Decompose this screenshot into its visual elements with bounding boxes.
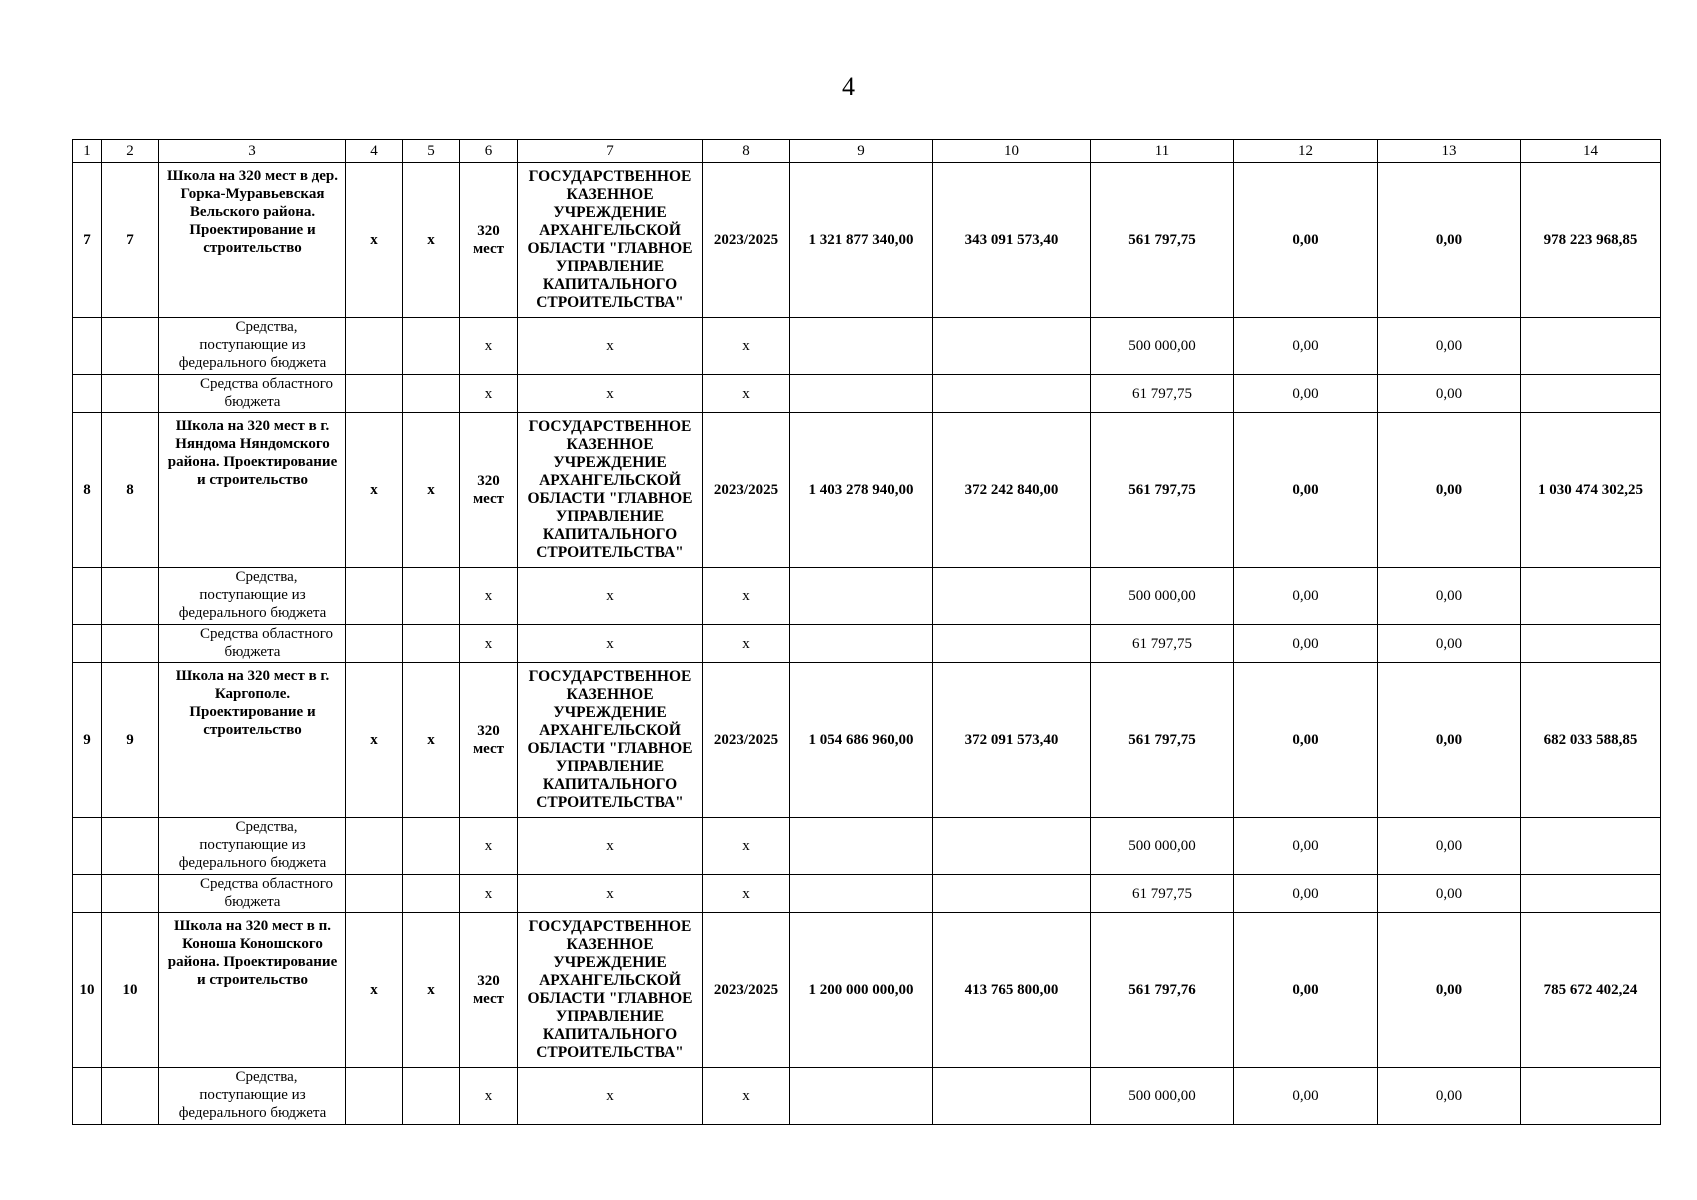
cell-financed-before: 372 091 573,40: [933, 663, 1091, 818]
cell-organization: х: [518, 375, 703, 413]
table-body: [73, 140, 1661, 1125]
cell-row-number: [73, 318, 102, 375]
cell-col-12: 0,00: [1234, 413, 1378, 568]
cell-col-5: [403, 568, 460, 625]
cell-col-12: 0,00: [1234, 375, 1378, 413]
cell-col-4: [346, 375, 403, 413]
column-header-10: 10: [933, 140, 1091, 163]
cell-period: х: [703, 568, 790, 625]
cell-col-5: [403, 375, 460, 413]
cell-object-name: Средства, поступающие из федерального бюджета: [159, 1068, 346, 1125]
cell-col-13: 0,00: [1378, 375, 1521, 413]
cell-col-5: [403, 875, 460, 913]
cell-col-4: [346, 625, 403, 663]
cell-row-number: [73, 1068, 102, 1125]
cell-col-14: 682 033 588,85: [1521, 663, 1661, 818]
cell-col-4: х: [346, 413, 403, 568]
cell-item-number: [102, 625, 159, 663]
cell-col-13: 0,00: [1378, 413, 1521, 568]
cell-col-13: 0,00: [1378, 913, 1521, 1068]
column-header-11: 11: [1091, 140, 1234, 163]
cell-col-12: 0,00: [1234, 568, 1378, 625]
table-row-funding-source: [73, 375, 1661, 413]
cell-total-cost: 1 054 686 960,00: [790, 663, 933, 818]
cell-period: 2023/2025: [703, 663, 790, 818]
cell-object-name: Школа на 320 мест в г. Няндома Няндомского района. Проектирование и строительство: [159, 413, 346, 568]
cell-col-12: 0,00: [1234, 875, 1378, 913]
cell-col-4: [346, 875, 403, 913]
cell-col-4: [346, 1068, 403, 1125]
cell-object-name: Средства, поступающие из федерального бюджета: [159, 818, 346, 875]
table-row-funding-source: [73, 875, 1661, 913]
cell-row-number: [73, 625, 102, 663]
cell-row-number: 7: [73, 163, 102, 318]
cell-row-number: [73, 568, 102, 625]
cell-period: х: [703, 375, 790, 413]
column-header-14: 14: [1521, 140, 1661, 163]
cell-total-cost: [790, 818, 933, 875]
cell-capacity: х: [460, 375, 518, 413]
cell-capacity: х: [460, 818, 518, 875]
cell-period: х: [703, 318, 790, 375]
cell-period: х: [703, 625, 790, 663]
cell-col-5: х: [403, 163, 460, 318]
cell-col-14: [1521, 318, 1661, 375]
column-header-4: 4: [346, 140, 403, 163]
cell-col-11: 500 000,00: [1091, 318, 1234, 375]
cell-row-number: [73, 818, 102, 875]
cell-col-12: 0,00: [1234, 818, 1378, 875]
cell-col-4: х: [346, 663, 403, 818]
cell-row-number: [73, 875, 102, 913]
cell-organization: х: [518, 318, 703, 375]
cell-object-name: Средства областного бюджета: [159, 375, 346, 413]
cell-col-14: [1521, 818, 1661, 875]
cell-col-12: 0,00: [1234, 1068, 1378, 1125]
table-row-object: [73, 913, 1661, 1068]
cell-financed-before: 413 765 800,00: [933, 913, 1091, 1068]
cell-capacity: х: [460, 875, 518, 913]
cell-organization: х: [518, 1068, 703, 1125]
cell-organization: х: [518, 818, 703, 875]
column-header-8: 8: [703, 140, 790, 163]
cell-period: х: [703, 1068, 790, 1125]
cell-period: х: [703, 818, 790, 875]
cell-object-name: Школа на 320 мест в дер. Горка-Муравьевская Вельского района. Проектирование и строительство: [159, 163, 346, 318]
cell-organization: х: [518, 625, 703, 663]
cell-item-number: 9: [102, 663, 159, 818]
cell-total-cost: 1 200 000 000,00: [790, 913, 933, 1068]
cell-financed-before: 372 242 840,00: [933, 413, 1091, 568]
cell-col-11: 61 797,75: [1091, 875, 1234, 913]
cell-col-5: [403, 1068, 460, 1125]
cell-organization: ГОСУДАРСТВЕННОЕ КАЗЕННОЕ УЧРЕЖДЕНИЕ АРХАНГЕЛЬСКОЙ ОБЛАСТИ "ГЛАВНОЕ УПРАВЛЕНИЕ КАПИТАЛЬНОГО СТРОИТЕЛЬСТВА": [518, 663, 703, 818]
cell-col-12: 0,00: [1234, 318, 1378, 375]
cell-col-4: х: [346, 163, 403, 318]
cell-col-12: 0,00: [1234, 913, 1378, 1068]
page-number: 4: [842, 72, 855, 101]
cell-organization: х: [518, 568, 703, 625]
column-header-9: 9: [790, 140, 933, 163]
cell-col-11: 561 797,75: [1091, 163, 1234, 318]
column-header-12: 12: [1234, 140, 1378, 163]
cell-col-4: [346, 818, 403, 875]
table-row-funding-source: [73, 1068, 1661, 1125]
cell-item-number: 7: [102, 163, 159, 318]
column-header-2: 2: [102, 140, 159, 163]
cell-object-name: Средства, поступающие из федерального бюджета: [159, 568, 346, 625]
cell-item-number: [102, 375, 159, 413]
cell-col-13: 0,00: [1378, 818, 1521, 875]
cell-item-number: [102, 875, 159, 913]
cell-item-number: [102, 1068, 159, 1125]
cell-row-number: 8: [73, 413, 102, 568]
cell-col-13: 0,00: [1378, 318, 1521, 375]
cell-object-name: Средства областного бюджета: [159, 875, 346, 913]
cell-organization: ГОСУДАРСТВЕННОЕ КАЗЕННОЕ УЧРЕЖДЕНИЕ АРХАНГЕЛЬСКОЙ ОБЛАСТИ "ГЛАВНОЕ УПРАВЛЕНИЕ КАПИТАЛЬНОГО СТРОИТЕЛЬСТВА": [518, 913, 703, 1068]
table-row-object: [73, 163, 1661, 318]
cell-object-name: Средства областного бюджета: [159, 625, 346, 663]
column-header-3: 3: [159, 140, 346, 163]
cell-capacity: х: [460, 318, 518, 375]
cell-capacity: х: [460, 568, 518, 625]
cell-col-12: 0,00: [1234, 663, 1378, 818]
cell-financed-before: [933, 375, 1091, 413]
table-row-funding-source: [73, 818, 1661, 875]
column-header-7: 7: [518, 140, 703, 163]
cell-item-number: 10: [102, 913, 159, 1068]
cell-object-name: Средства, поступающие из федерального бюджета: [159, 318, 346, 375]
cell-financed-before: [933, 568, 1091, 625]
cell-col-4: [346, 568, 403, 625]
table-row-funding-source: [73, 318, 1661, 375]
cell-col-4: х: [346, 913, 403, 1068]
table-row-object: [73, 663, 1661, 818]
cell-col-12: 0,00: [1234, 163, 1378, 318]
cell-row-number: 9: [73, 663, 102, 818]
cell-total-cost: [790, 1068, 933, 1125]
cell-col-14: [1521, 568, 1661, 625]
cell-row-number: [73, 375, 102, 413]
cell-col-13: 0,00: [1378, 163, 1521, 318]
cell-col-14: 978 223 968,85: [1521, 163, 1661, 318]
cell-col-5: х: [403, 413, 460, 568]
cell-object-name: Школа на 320 мест в п. Коноша Коношского района. Проектирование и строительство: [159, 913, 346, 1068]
cell-col-11: 500 000,00: [1091, 818, 1234, 875]
cell-financed-before: [933, 1068, 1091, 1125]
cell-total-cost: 1 403 278 940,00: [790, 413, 933, 568]
cell-total-cost: [790, 318, 933, 375]
cell-col-14: [1521, 1068, 1661, 1125]
cell-col-5: х: [403, 663, 460, 818]
cell-total-cost: [790, 375, 933, 413]
table-row-object: [73, 413, 1661, 568]
cell-object-name: Школа на 320 мест в г. Каргополе. Проектирование и строительство: [159, 663, 346, 818]
cell-col-5: [403, 625, 460, 663]
cell-capacity: 320 мест: [460, 913, 518, 1068]
cell-capacity: 320 мест: [460, 663, 518, 818]
budget-table: [72, 139, 1661, 1125]
cell-total-cost: [790, 875, 933, 913]
cell-col-14: 1 030 474 302,25: [1521, 413, 1661, 568]
cell-col-11: 61 797,75: [1091, 375, 1234, 413]
cell-total-cost: 1 321 877 340,00: [790, 163, 933, 318]
column-header-6: 6: [460, 140, 518, 163]
cell-col-12: 0,00: [1234, 625, 1378, 663]
cell-organization: ГОСУДАРСТВЕННОЕ КАЗЕННОЕ УЧРЕЖДЕНИЕ АРХАНГЕЛЬСКОЙ ОБЛАСТИ "ГЛАВНОЕ УПРАВЛЕНИЕ КАПИТАЛЬНОГО СТРОИТЕЛЬСТВА": [518, 413, 703, 568]
cell-col-14: [1521, 375, 1661, 413]
cell-financed-before: [933, 875, 1091, 913]
cell-col-13: 0,00: [1378, 1068, 1521, 1125]
cell-item-number: [102, 318, 159, 375]
cell-col-13: 0,00: [1378, 663, 1521, 818]
cell-col-11: 561 797,75: [1091, 413, 1234, 568]
cell-row-number: 10: [73, 913, 102, 1068]
cell-capacity: 320 мест: [460, 163, 518, 318]
column-header-13: 13: [1378, 140, 1521, 163]
cell-col-13: 0,00: [1378, 875, 1521, 913]
cell-col-11: 61 797,75: [1091, 625, 1234, 663]
cell-total-cost: [790, 625, 933, 663]
cell-col-14: 785 672 402,24: [1521, 913, 1661, 1068]
table-row-funding-source: [73, 625, 1661, 663]
cell-period: х: [703, 875, 790, 913]
cell-financed-before: 343 091 573,40: [933, 163, 1091, 318]
cell-col-11: 561 797,75: [1091, 663, 1234, 818]
column-header-5: 5: [403, 140, 460, 163]
cell-capacity: 320 мест: [460, 413, 518, 568]
cell-organization: х: [518, 875, 703, 913]
cell-total-cost: [790, 568, 933, 625]
cell-period: 2023/2025: [703, 163, 790, 318]
table-row-funding-source: [73, 568, 1661, 625]
cell-item-number: [102, 818, 159, 875]
cell-col-11: 561 797,76: [1091, 913, 1234, 1068]
cell-period: 2023/2025: [703, 413, 790, 568]
cell-financed-before: [933, 818, 1091, 875]
cell-col-13: 0,00: [1378, 568, 1521, 625]
cell-col-11: 500 000,00: [1091, 568, 1234, 625]
cell-col-11: 500 000,00: [1091, 1068, 1234, 1125]
cell-organization: ГОСУДАРСТВЕННОЕ КАЗЕННОЕ УЧРЕЖДЕНИЕ АРХАНГЕЛЬСКОЙ ОБЛАСТИ "ГЛАВНОЕ УПРАВЛЕНИЕ КАПИТАЛЬНОГО СТРОИТЕЛЬСТВА": [518, 163, 703, 318]
cell-col-5: х: [403, 913, 460, 1068]
cell-capacity: х: [460, 1068, 518, 1125]
cell-item-number: [102, 568, 159, 625]
cell-col-14: [1521, 875, 1661, 913]
cell-financed-before: [933, 625, 1091, 663]
cell-col-4: [346, 318, 403, 375]
cell-period: 2023/2025: [703, 913, 790, 1068]
cell-col-5: [403, 318, 460, 375]
cell-capacity: х: [460, 625, 518, 663]
column-header-1: 1: [73, 140, 102, 163]
cell-item-number: 8: [102, 413, 159, 568]
cell-col-5: [403, 818, 460, 875]
column-header-row: [73, 140, 1661, 163]
cell-col-14: [1521, 625, 1661, 663]
cell-financed-before: [933, 318, 1091, 375]
cell-col-13: 0,00: [1378, 625, 1521, 663]
